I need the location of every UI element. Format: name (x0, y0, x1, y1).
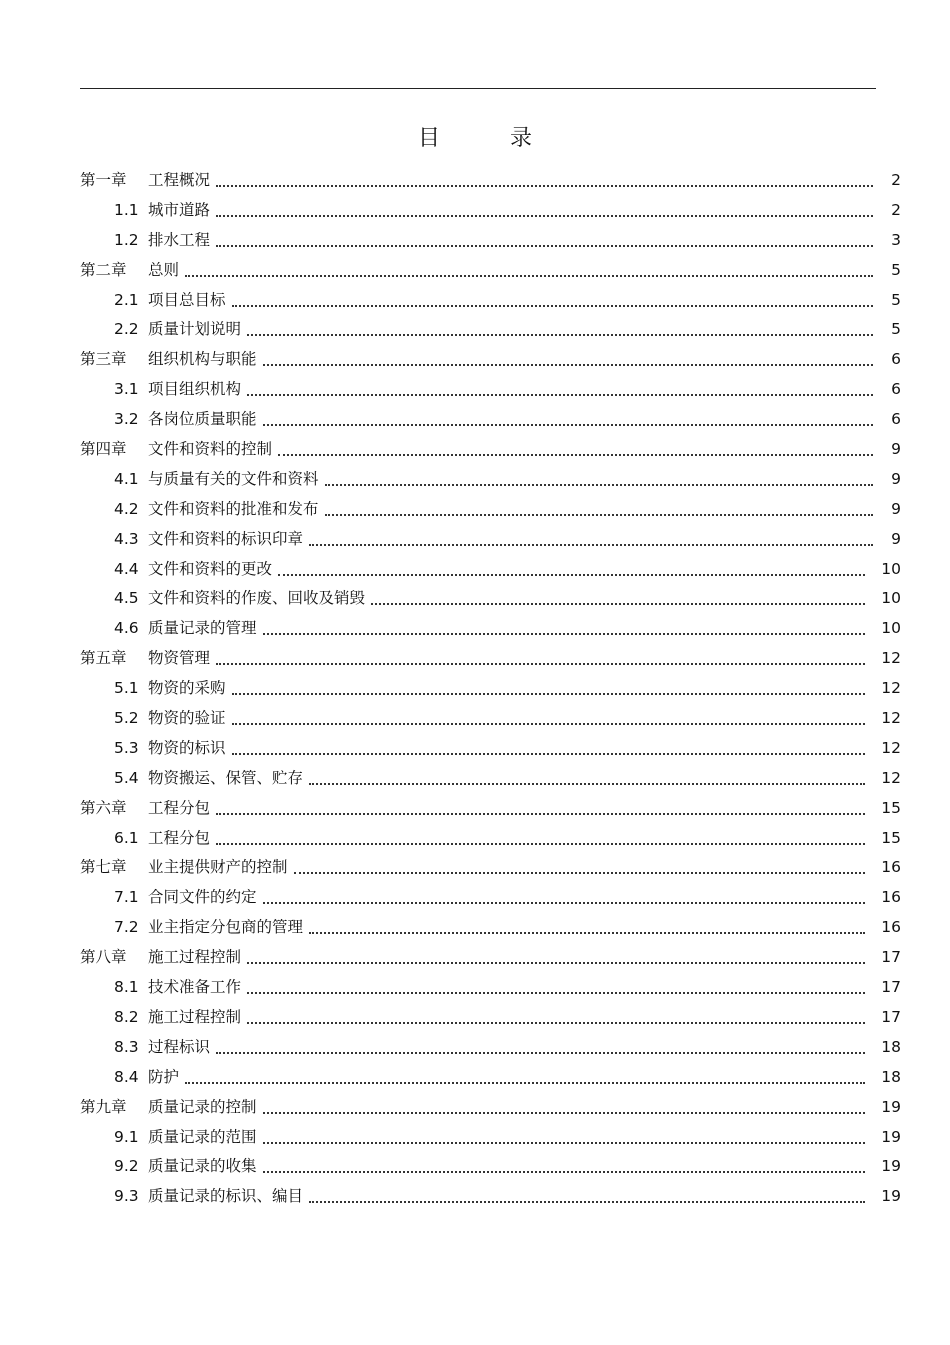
toc-entry[interactable] (80, 465, 910, 495)
toc-entry-number: 第六章 (80, 798, 127, 817)
toc-entry[interactable] (80, 584, 910, 614)
toc-entry-number: 4.2 (114, 499, 139, 518)
toc-entry-number: 5.3 (114, 738, 139, 757)
toc-entry-number: 8.1 (114, 978, 139, 997)
toc-dot-leader (247, 334, 873, 336)
toc-entry-label: 工程分包 (148, 828, 211, 847)
toc-dot-leader (185, 1082, 865, 1084)
toc-dot-leader (247, 962, 865, 964)
toc-entry[interactable] (80, 226, 910, 256)
toc-entry-number: 1.2 (114, 230, 139, 249)
toc-entry-label: 业主提供财产的控制 (148, 858, 288, 877)
toc-entry-number: 3.2 (114, 410, 139, 429)
toc-entry[interactable] (80, 256, 910, 286)
toc-entry[interactable] (80, 1063, 910, 1093)
toc-entry-label: 质量记录的标识、编目 (148, 1187, 304, 1206)
toc-dot-leader (263, 1112, 865, 1114)
toc-entry-page: 6 (891, 410, 901, 429)
toc-entry-page: 12 (881, 649, 901, 668)
toc-entry-page: 17 (881, 978, 901, 997)
toc-entry-label: 组织机构与职能 (148, 350, 257, 369)
toc-dot-leader (294, 872, 865, 874)
toc-entry-page: 6 (891, 380, 901, 399)
toc-entry-page: 12 (881, 768, 901, 787)
toc-entry-number: 第九章 (80, 1097, 127, 1116)
toc-entry-label: 业主指定分包商的管理 (148, 918, 304, 937)
toc-entry-page: 16 (881, 888, 901, 907)
toc-entry-page: 5 (891, 320, 901, 339)
toc-entry-number: 4.6 (114, 619, 139, 638)
toc-entry-number: 第七章 (80, 858, 127, 877)
toc-entry-number: 2.1 (114, 290, 139, 309)
toc-entry[interactable] (80, 315, 910, 345)
toc-entry[interactable] (80, 614, 910, 644)
toc-dot-leader (247, 992, 865, 994)
toc-entry-label: 文件和资料的批准和发布 (148, 499, 319, 518)
toc-entry-label: 项目组织机构 (148, 380, 242, 399)
toc-entry-label: 文件和资料的更改 (148, 559, 273, 578)
toc-entry-number: 第一章 (80, 171, 127, 189)
toc-entry-number: 5.4 (114, 768, 139, 787)
toc-entry-number: 9.1 (114, 1127, 139, 1146)
toc-entry[interactable] (80, 495, 910, 525)
toc-entry[interactable] (80, 1093, 910, 1123)
toc-entry-page: 9 (891, 529, 901, 548)
toc-dot-leader (309, 932, 865, 934)
toc-entry[interactable] (80, 196, 910, 226)
toc-entry-page: 9 (891, 469, 901, 488)
toc-entry-number: 2.2 (114, 320, 139, 339)
toc-entry[interactable] (80, 345, 910, 375)
toc-entry-label: 质量记录的管理 (148, 619, 257, 638)
toc-entry[interactable] (80, 794, 910, 824)
toc-entry[interactable] (80, 973, 910, 1003)
toc-entry-number: 1.1 (114, 200, 139, 219)
toc-entry-page: 5 (891, 290, 901, 309)
toc-dot-leader (216, 215, 873, 217)
toc-entry-label: 合同文件的约定 (148, 888, 257, 907)
toc-entry-number: 8.2 (114, 1007, 139, 1026)
toc-entry-number: 5.2 (114, 709, 139, 728)
toc-entry-label: 质量记录的范围 (148, 1127, 257, 1146)
toc-entry-number: 4.5 (114, 589, 139, 608)
toc-entry-page: 19 (881, 1157, 901, 1176)
toc-entry-label: 各岗位质量职能 (148, 410, 257, 429)
toc-entry[interactable] (80, 1003, 910, 1033)
toc-dot-leader (309, 1201, 865, 1203)
toc-entry-page: 9 (891, 499, 901, 518)
toc-entry-page: 18 (881, 1037, 901, 1056)
toc-entry[interactable] (80, 644, 910, 674)
toc-dot-leader (309, 783, 865, 785)
toc-entry-label: 总则 (148, 260, 180, 279)
toc-entry-page: 2 (891, 200, 901, 219)
toc-entry-page: 12 (881, 738, 901, 757)
toc-entry-page: 16 (881, 858, 901, 877)
toc-entry-label: 质量计划说明 (148, 320, 242, 339)
toc-entry-label: 施工过程控制 (148, 1007, 242, 1026)
toc-entry-number: 4.3 (114, 529, 139, 548)
toc-entry-page: 18 (881, 1067, 901, 1086)
toc-entry-page: 10 (881, 559, 901, 578)
toc-entry-page: 10 (881, 589, 901, 608)
toc-entry-page: 12 (881, 679, 901, 698)
toc-entry-number: 第二章 (80, 260, 127, 279)
toc-entry-number: 7.2 (114, 918, 139, 937)
toc-entry-number: 第三章 (80, 350, 127, 369)
toc-dot-leader (232, 305, 873, 307)
toc-dot-leader (216, 245, 873, 247)
toc-entry-page: 10 (881, 619, 901, 638)
toc-entry-number: 5.1 (114, 679, 139, 698)
toc-entry[interactable] (80, 883, 910, 913)
toc-dot-leader (216, 663, 865, 665)
toc-entry-label: 文件和资料的作废、回收及销毁 (148, 589, 366, 608)
toc-entry-number: 第四章 (80, 440, 127, 459)
toc-entry-number: 第八章 (80, 948, 127, 967)
toc-entry[interactable] (80, 525, 910, 555)
toc-dot-leader (325, 514, 873, 516)
toc-entry-number: 6.1 (114, 828, 139, 847)
toc-entry[interactable] (80, 764, 910, 794)
toc-entry-label: 过程标识 (148, 1037, 211, 1056)
toc-entry[interactable] (80, 674, 910, 704)
toc-entry[interactable] (80, 824, 910, 854)
toc-entry-page: 17 (881, 948, 901, 967)
toc-entry-number: 8.3 (114, 1037, 139, 1056)
toc-dot-leader (371, 603, 865, 605)
toc-dot-leader (185, 275, 873, 277)
toc-entry-number: 9.3 (114, 1187, 139, 1206)
toc-entry[interactable] (80, 286, 910, 316)
toc-entry-page: 9 (891, 440, 901, 459)
toc-entry-number: 3.1 (114, 380, 139, 399)
toc-dot-leader (216, 813, 865, 815)
toc-entry-label: 城市道路 (148, 200, 211, 219)
toc-entry-number: 4.1 (114, 469, 139, 488)
header-rule (80, 88, 876, 89)
toc-entry-page: 2 (891, 171, 901, 189)
toc-entry-label: 文件和资料的控制 (148, 440, 273, 459)
toc-entry-label: 物资管理 (148, 649, 211, 668)
toc-dot-leader (216, 843, 865, 845)
toc-dot-leader (216, 185, 873, 187)
toc-entry-number: 8.4 (114, 1067, 139, 1086)
toc-entry-label: 技术准备工作 (148, 978, 242, 997)
toc-entry[interactable] (80, 1152, 910, 1182)
toc-entry[interactable] (80, 1182, 910, 1212)
toc-dot-leader (263, 633, 865, 635)
toc-entry-page: 12 (881, 709, 901, 728)
toc-entry-number: 4.4 (114, 559, 139, 578)
toc-entry-label: 物资的标识 (148, 738, 226, 757)
toc-entry-label: 物资搬运、保管、贮存 (148, 768, 304, 787)
toc-dot-leader (232, 753, 865, 755)
toc-entry[interactable] (80, 1123, 910, 1153)
toc-dot-leader (263, 424, 873, 426)
toc-dot-leader (325, 484, 873, 486)
toc-dot-leader (278, 574, 865, 576)
toc-entry-page: 17 (881, 1007, 901, 1026)
toc-dot-leader (232, 693, 865, 695)
toc-entry[interactable] (80, 943, 910, 973)
toc-title: 目 录 (417, 126, 556, 151)
toc-entry-page: 6 (891, 350, 901, 369)
toc-entry-page: 16 (881, 918, 901, 937)
toc-dot-leader (263, 364, 873, 366)
toc-entry-label: 文件和资料的标识印章 (148, 529, 304, 548)
toc-entry-number: 第五章 (80, 649, 127, 668)
toc-entry-page: 15 (881, 798, 901, 817)
toc-entry-label: 工程概况 (148, 171, 211, 189)
toc-dot-leader (247, 394, 873, 396)
toc-entry[interactable] (80, 435, 910, 465)
toc-dot-leader (216, 1052, 865, 1054)
toc-entry-page: 19 (881, 1187, 901, 1206)
toc-entry-page: 3 (891, 230, 901, 249)
toc-entry[interactable] (80, 853, 910, 883)
toc-entry-label: 质量记录的收集 (148, 1157, 257, 1176)
toc-entry-label: 物资的验证 (148, 709, 226, 728)
toc-entry[interactable] (80, 1033, 910, 1063)
toc-dot-leader (232, 723, 865, 725)
toc-entry-label: 项目总目标 (148, 290, 226, 309)
toc-entry[interactable] (80, 405, 910, 435)
toc-entry-label: 防护 (148, 1067, 180, 1086)
toc-entry[interactable] (80, 913, 910, 943)
toc-entry-label: 与质量有关的文件和资料 (148, 469, 319, 488)
toc-entry-page: 19 (881, 1097, 901, 1116)
toc-entry[interactable] (80, 166, 910, 196)
toc-dot-leader (263, 1171, 865, 1173)
toc-dot-leader (263, 902, 865, 904)
toc-entry[interactable] (80, 734, 910, 764)
toc-entry-number: 9.2 (114, 1157, 139, 1176)
toc-entry-label: 工程分包 (148, 798, 211, 817)
toc-entry[interactable] (80, 555, 910, 585)
toc-entry[interactable] (80, 704, 910, 734)
toc-entry-number: 7.1 (114, 888, 139, 907)
toc-entry-page: 19 (881, 1127, 901, 1146)
toc-dot-leader (263, 1142, 865, 1144)
toc-entry-label: 质量记录的控制 (148, 1097, 257, 1116)
toc-entry-label: 物资的采购 (148, 679, 226, 698)
toc-dot-leader (309, 544, 873, 546)
toc-entry-page: 15 (881, 828, 901, 847)
toc-entry[interactable] (80, 375, 910, 405)
toc-dot-leader (247, 1022, 865, 1024)
toc-list (80, 166, 910, 1212)
toc-entry-label: 排水工程 (148, 230, 211, 249)
toc-dot-leader (278, 454, 873, 456)
toc-entry-page: 5 (891, 260, 901, 279)
toc-entry-label: 施工过程控制 (148, 948, 242, 967)
